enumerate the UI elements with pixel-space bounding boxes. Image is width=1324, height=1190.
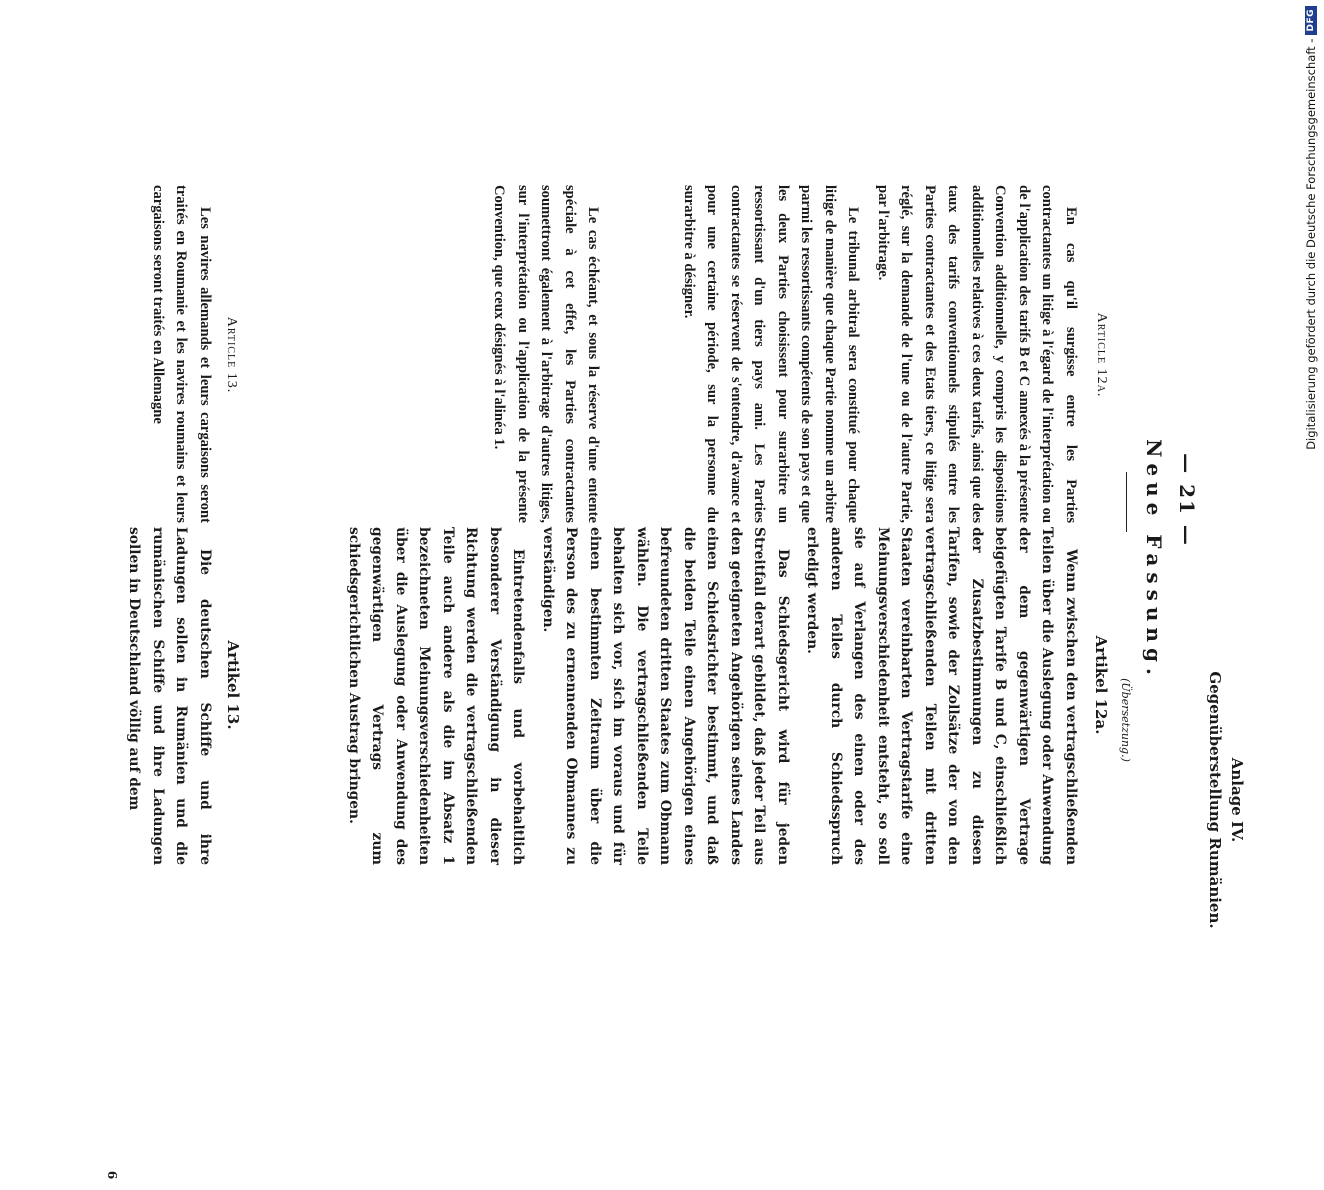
funding-note: Digitalisierung gefördert durch die Deutsche Forschungsgemeinschaft - <box>1304 38 1318 450</box>
fr-12a-paragraph-2: Le tribunal arbitral sera constitué pour chaque litige de manière que chaque Partie nomme un arbitre parmi les ressortissants compétents de son pays et que les deux Parties choisissent pour surarbitre un ressortissant d'un tiers pays ami. Les Parties contractantes se réservent de s'entendre, d'avance et pour une certaine période, sur la personne du surarbitre à désigner. <box>681 185 862 523</box>
french-column-13 <box>146 185 217 523</box>
german-column-12a <box>342 527 1083 865</box>
title-rule <box>1126 472 1127 532</box>
de-article-13-heading: Artikel 13. <box>224 640 242 730</box>
de-12a-paragraph-3: Eintretendenfalls und vorbehaltlich besonderer Verständigung in dieser Richtung werden die vertragschließenden Teile auch andere als die im Absatz 1 bezeichneten Meinungsverschiedenheiten über die Auslegung oder Anwendung des gegenwärtigen Vertrags zum schiedsgerichtlichen Austrag bringen. <box>346 527 527 865</box>
de-article-12a-heading: Artikel 12a. <box>1092 635 1110 735</box>
funding-sidebar <box>1300 6 1322 996</box>
document-title: Gegenüberstellung Rumänien. <box>1206 671 1224 929</box>
de-12a-paragraph-2: Das Schiedsgericht wird für jeden Streitfall derart gebildet, daß jeder Teil aus den geeigneten Angehörigen seines Landes einen Schiedsrichter bestimmt, und daß die beiden Teile einen Angehörigen eines befreundeten dritten Staates zum Obmann wählen. Die vertragschließenden Teile behalten sich vor, sich im voraus und für einen bestimmten Zeitraum über die Person des zu ernennenden Obmannes zu verständigen. <box>540 527 791 865</box>
page-number: — 21 — <box>1175 453 1199 547</box>
fr-article-13-heading: Article 13. <box>224 316 239 394</box>
fr-article-12a-heading: Article 12a. <box>1094 312 1109 398</box>
sheet-number: 6 <box>105 1170 119 1180</box>
de-12a-paragraph-1: Wenn zwischen den vertragschließenden Teilen über die Auslegung oder Anwendung der dem gegenwärtigen Vertrage beigefügten Tarife B und C, einschließlich der Zusatzbestimmungen zu diesen Tarifen, sowie der Zollsätze der von den vertragschließenden Teilen mit dritten Staaten vereinbarten Vertragstarife eine Meinungsverschiedenheit entsteht, so soll sie auf Verlangen des einen oder des anderen Teiles durch Schiedsspruch erledigt werden. <box>804 527 1079 865</box>
section-title: Neue Fassung. <box>1142 439 1166 681</box>
translation-note: (Übersetzung.) <box>1119 678 1132 762</box>
fr-13-paragraph-1: Les navires allemands et leurs cargaisons seront traités en Roumanie et les navires roumains et leurs cargaisons seront traités en Allemagne <box>150 185 213 523</box>
de-13-paragraph-1: Die deutschen Schiffe und ihre Ladungen sollen in Rumänien und die rumänischen Schiffe und ihre Ladungen sollen in Deutschland völlig auf dem <box>126 527 213 865</box>
fr-12a-paragraph-3: Le cas échéant, et sous la réserve d'une entente spéciale à cet effet, les Parties contractantes soumettront également à l'arbitrage d'autres litiges, sur l'interprétation ou l'application de la présente Convention, que ceux désignés à l'alinéa 1. <box>491 185 602 523</box>
annex-label: Anlage IV. <box>1228 757 1246 843</box>
dfg-logo: DFG <box>1305 6 1317 35</box>
german-column-13 <box>122 527 216 865</box>
french-column-12a <box>487 185 1082 523</box>
fr-12a-paragraph-1: En cas qu'il surgisse entre les Parties contractantes un litige à l'égard de l'interprétation ou de l'application des tarifs B et C annexés à la présente Convention additionnelle, y compris les dispositions additionnelles relatives à ces deux tarifs, ainsi que des taux des tarifs conventionnels stipulés entre les Parties contractantes et des Etats tiers, ce litige sera réglé, sur la demande de l'une ou de l'autre Partie, par l'arbitrage. <box>875 185 1079 523</box>
